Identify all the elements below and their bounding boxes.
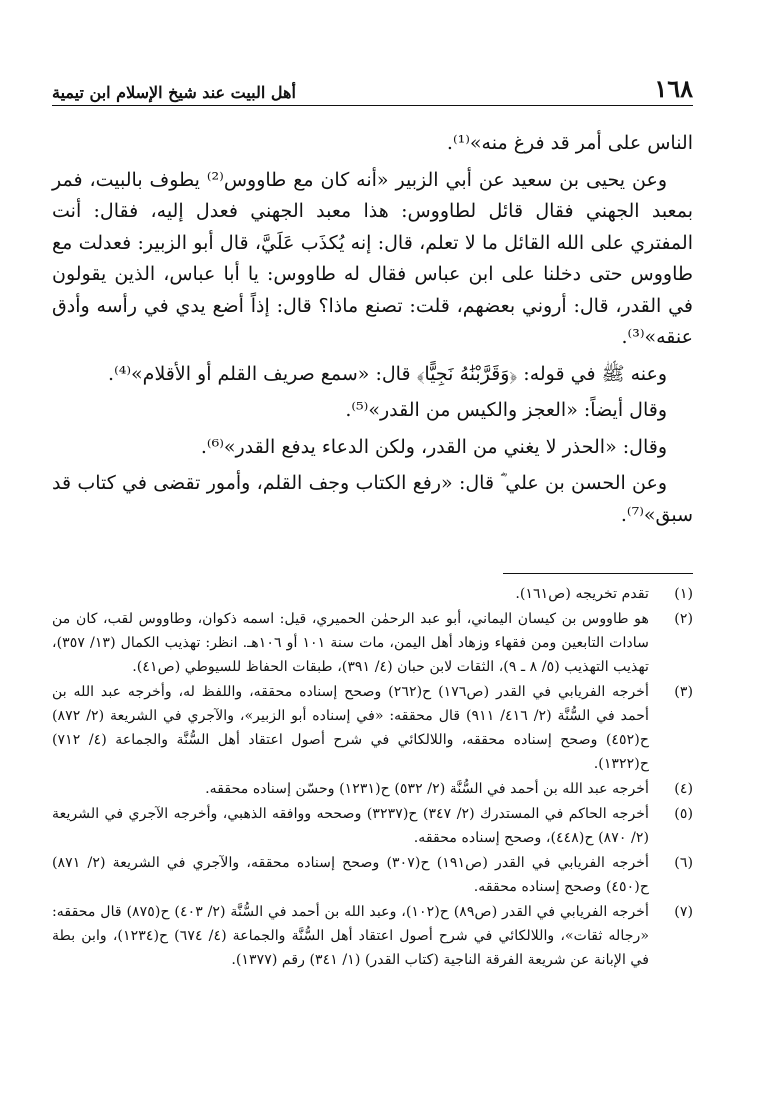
- paragraph: وقال: «الحذر لا يغني من القدر، ولكن الدعاء يدفع القدر»⁽⁶⁾.: [200, 435, 667, 458]
- footnote-text: أخرجه الفريابي في القدر (ص٨٩) ح(١٠٢)، وعبد الله بن أحمد في السُّنَّة (٢/ ٤٠٣) ح(٨٧٥) قال محققه: «رجاله ثقات»، واللالكائي في شرح أصول اعتقاد أهل السُّنَّة والجماعة (٤/ ٦٧٤) ح(١٢٣٤)، وابن بطة في الإبانة عن شريعة الفرقة الناجية (كتاب القدر) (١/ ٣٤١) رقم (١٣٧٧).: [52, 904, 649, 968]
- footnotes: [52, 582, 693, 973]
- footnote-number: (١): [674, 586, 693, 602]
- main-text: [52, 128, 693, 536]
- paragraph: وعن يحيى بن سعيد عن أبي الزبير «أنه كان مع طاووس⁽²⁾ يطوف بالبيت، فمر بمعبد الجهني فقال قائل لطاووس: هذا معبد الجهني فعدل إليه، فقال: أنت المفتري على الله القائل ما لا تعلم، قال: إنه يُكذَب عَلَيَّ، قال أبو الزبير: فعدلت مع طاووس حتى دخلنا على ابن عباس فقال له طاووس: يا أبا عباس، الذين يقولون في القدر، قال: أروني بعضهم، قلت: تصنع ماذا؟ قال: إذاً أضع يدي في رأسه وأدق عنقه»⁽³⁾.: [52, 168, 693, 348]
- paragraph: وقال أيضاً: «العجز والكيس من القدر»⁽⁵⁾.: [345, 399, 667, 421]
- footnote: [52, 802, 693, 850]
- page-header: [52, 72, 693, 106]
- footnote-text: أخرجه عبد الله بن أحمد في السُّنَّة (٢/ ٥٣٢) ح(١٢٣١) وحسّن إسناده محققه.: [205, 781, 649, 797]
- footnote: [52, 582, 693, 606]
- paragraph: وعن الحسن بن علي ؓ قال: «رفع الكتاب وجف القلم، وأمور تقضى في كتاب قد سبق»⁽⁷⁾.: [52, 472, 693, 526]
- footnote-number: (٢): [674, 611, 693, 627]
- footnote-number: (٤): [674, 781, 693, 797]
- footnote: [52, 607, 693, 679]
- paragraph: الناس على أمر قد فرغ منه»⁽¹⁾.: [446, 132, 693, 154]
- footnote-text: أخرجه الفريابي في القدر (ص١٧٦) ح(٢٦٢) وصحح إسناده محققه، واللفظ له، وأخرجه عبد الله بن أحمد في السُّنَّة (٢/ ٤١٦/ ٩١١) قال محققه: «في إسناده أبو الزبير»، والآجري في الشريعة (٢/ ٨٧٢) ح(٤٥٢) وصحح إسناده محققه، واللالكائي في شرح أصول اعتقاد أهل السُّنَّة والجماعة (٤/ ٧١٢) ح(١٣٢٢).: [52, 684, 649, 772]
- running-title: أهل البيت عند شيخ الإسلام ابن تيمية: [52, 83, 296, 102]
- footnote: [52, 900, 693, 972]
- footnote-number: (٦): [674, 855, 693, 871]
- footnote: [52, 777, 693, 801]
- footnote-number: (٣): [674, 684, 693, 700]
- paragraph: وعنه ﷺ في قوله: ﴿وَقَرَّبْنَٰهُ نَجِيًّا﴾ قال: «سمع صريف القلم أو الأقلام»⁽⁴⁾.: [108, 362, 667, 385]
- footnote-text: هو طاووس بن كيسان اليماني، أبو عبد الرحمٰن الحميري، قيل: اسمه ذكوان، وطاووس لقب، كان من سادات التابعين ومن فقهاء وزهاد أهل اليمن، مات سنة ١٠١ أو ١٠٦هـ. انظر: تهذيب الكمال (١٣/ ٣٥٧)، تهذيب التهذيب (٥/ ٨ ـ ٩)، الثقات لابن حبان (٤/ ٣٩١)، طبقات الحفاظ للسيوطي (ص٤١).: [52, 611, 649, 675]
- footnote-number: (٥): [674, 806, 693, 822]
- footnote-separator: [503, 573, 693, 574]
- footnote-text: أخرجه الحاكم في المستدرك (٢/ ٣٤٧) ح(٣٢٣٧) وصححه ووافقه الذهبي، وأخرجه الآجري في الشريعة (٢/ ٨٧٠) ح(٤٤٨)، وصحح إسناده محققه.: [52, 806, 649, 846]
- footnote-text: أخرجه الفريابي في القدر (ص١٩١) ح(٣٠٧) وصحح إسناده محققه، والآجري في الشريعة (٢/ ٨٧١) ح(٤٥٠) وصحح إسناده محققه.: [52, 855, 649, 895]
- footnote-number: (٧): [674, 904, 693, 920]
- footnote: [52, 851, 693, 899]
- page-number: ١٦٨: [654, 74, 693, 103]
- footnote: [52, 680, 693, 776]
- footnote-text: تقدم تخريجه (ص١٦١).: [515, 586, 649, 602]
